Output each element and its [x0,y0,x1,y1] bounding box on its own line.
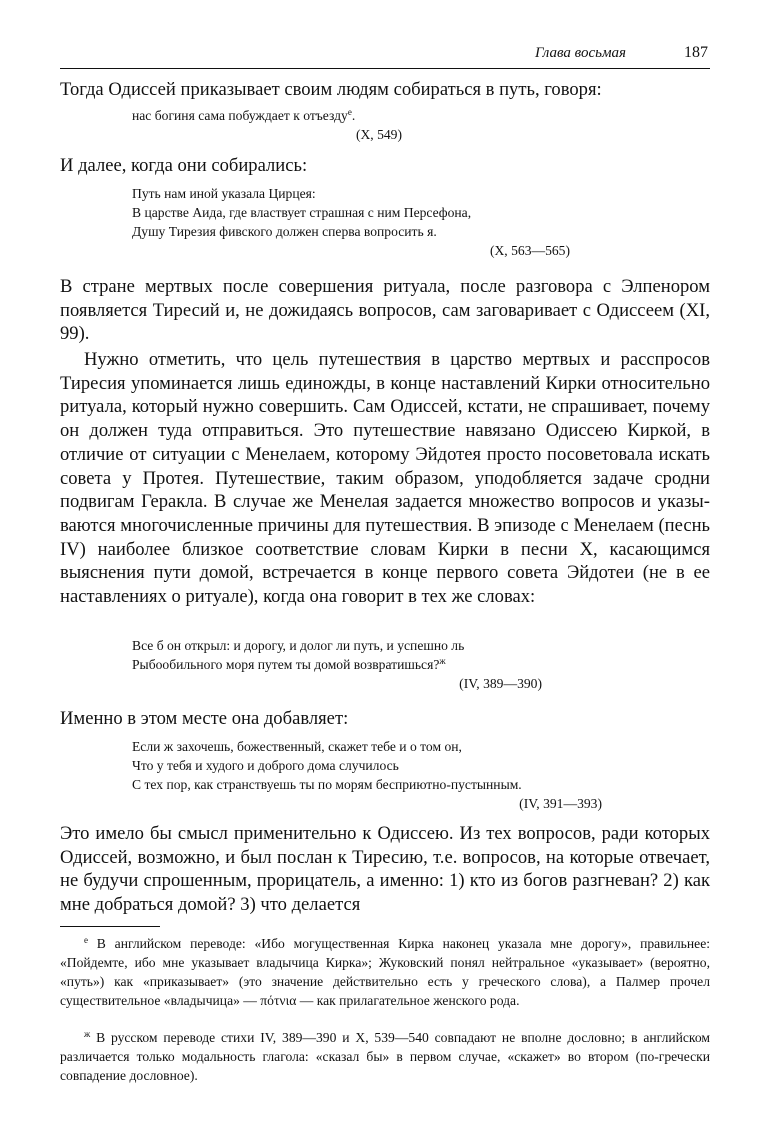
footnote-mark-zh: ж [84,1029,91,1039]
quote-4-line-1: Если ж захочешь, божественный, скажет тебе и о том он, [132,739,462,754]
footnote-e: $^е$ В английском переводе: «Ибо могущественная Кирка наконец указала мне дорогу», правильнее: «Пойдемте, ибо мне указывает владычица Кирка»; Жуковский понял нейтральное «указывает» (вероятно, «путь») как «приказывает» (это значение действительно есть у греческого слова), а Палмер прочел существительное «владычица» — πότνια — как прилагательное женского рода. [60,935,710,1008]
paragraph-4: Нужно отметить, что цель путешествия в царство мертвых и расспросов Тиресия упоминается лишь единожды, в конце наставлений Кирки относительно ритуала, который нужно совершить. Сам Одиссей, кстати, не спрашивает, почему он должен туда отправиться. Это путешествие навязано Одиссею Киркой, в отличие от ситуации с Менелаем, которому Эйдотея просто посоветовала искать совета у Протея. Путешествие, таким образом, уподобляется задаче сродни подвигам Геракла. В случае же Менелая задается множество вопросов и указываются многочисленные причины для путешествия. В эпизоде с Менелаем (песнь IV) наиболее близкое соответствие словам Кирки в песни X, касающимся выяснения пути домой, встречается в конце первого совета Эйдотеи (не в ее наставлениях о ритуале), когда она говорит в тех же словах: [60,349,710,608]
page-number: 187 [684,44,708,61]
paragraph-2: И далее, когда они собирались: [60,155,308,176]
quote-4-line-3: С тех пор, как странствуешь ты по морям бесприютно-пустынным. [132,777,522,792]
quote-4-line-2: Что у тебя и худого и доброго дома случилось [132,758,399,773]
footnote-zh: $^ж$ В русском переводе стихи IV, 389—390 и X, 539—540 совпадают не вполне дословно; в английском различается только модальность глагола: «сказал бы» в первом случае, «скажет» во втором (по-гречески совпадение дословное). [60,1029,710,1083]
paragraph-6: Это имело бы смысл применительно к Одиссею. Из тех вопросов, ради которых Одиссей, возможно, и был послан к Тиресию, т.е. вопросов, на которые отвечает, не будучи спрошенным, прорицатель, а именно: 1) кто из богов разгневан? 2) как мне добраться домой? 3) что делается [60,823,710,916]
quote-1-line: нас богиня сама побуждает к отъезду$^е$. [132,107,356,123]
quote-2 [132,184,602,260]
paragraph-5: Именно в этом месте она добавляет: [60,708,349,729]
quote-3 [132,636,602,693]
quote-3-ref: (IV, 389—390) [459,676,542,691]
quote-1 [132,106,602,144]
footnote-mark-e: е [84,935,88,945]
footnote-ref-zh: ж [439,656,446,666]
quote-2-line-2: В царстве Аида, где властвует страшная с ним Персефона, [132,205,472,220]
quote-2-ref: (X, 563—565) [489,243,570,258]
quote-4-ref: (IV, 391—393) [519,796,602,811]
footnote-separator [60,926,160,927]
paragraph-3: В стране мертвых после совершения ритуала, после разговора с Элпенором появляется Тиресий и, не дожидаясь вопросов, сам заговаривает с Одиссеем (XI, 99). [60,276,710,345]
quote-4 [132,737,602,813]
running-header [60,42,710,69]
quote-2-line-1: Путь нам иной указала Цирцея: [132,186,316,201]
quote-3-line-2: Рыбообильного моря путем ты домой возвратишься?$^ж$ [132,656,446,672]
quote-3-line-1: Все б он открыл: и дорогу, и долог ли путь, и успешно ль [132,638,465,653]
footnote-ref-e: е [347,107,352,117]
quote-2-line-3: Душу Тирезия фивского должен сперва вопросить я. [132,224,437,239]
quote-1-ref: (X, 549) [355,127,402,142]
chapter-title: Глава восьмая [535,45,626,61]
paragraph-1: Тогда Одиссей приказывает своим людям собираться в путь, говоря: [60,79,602,100]
